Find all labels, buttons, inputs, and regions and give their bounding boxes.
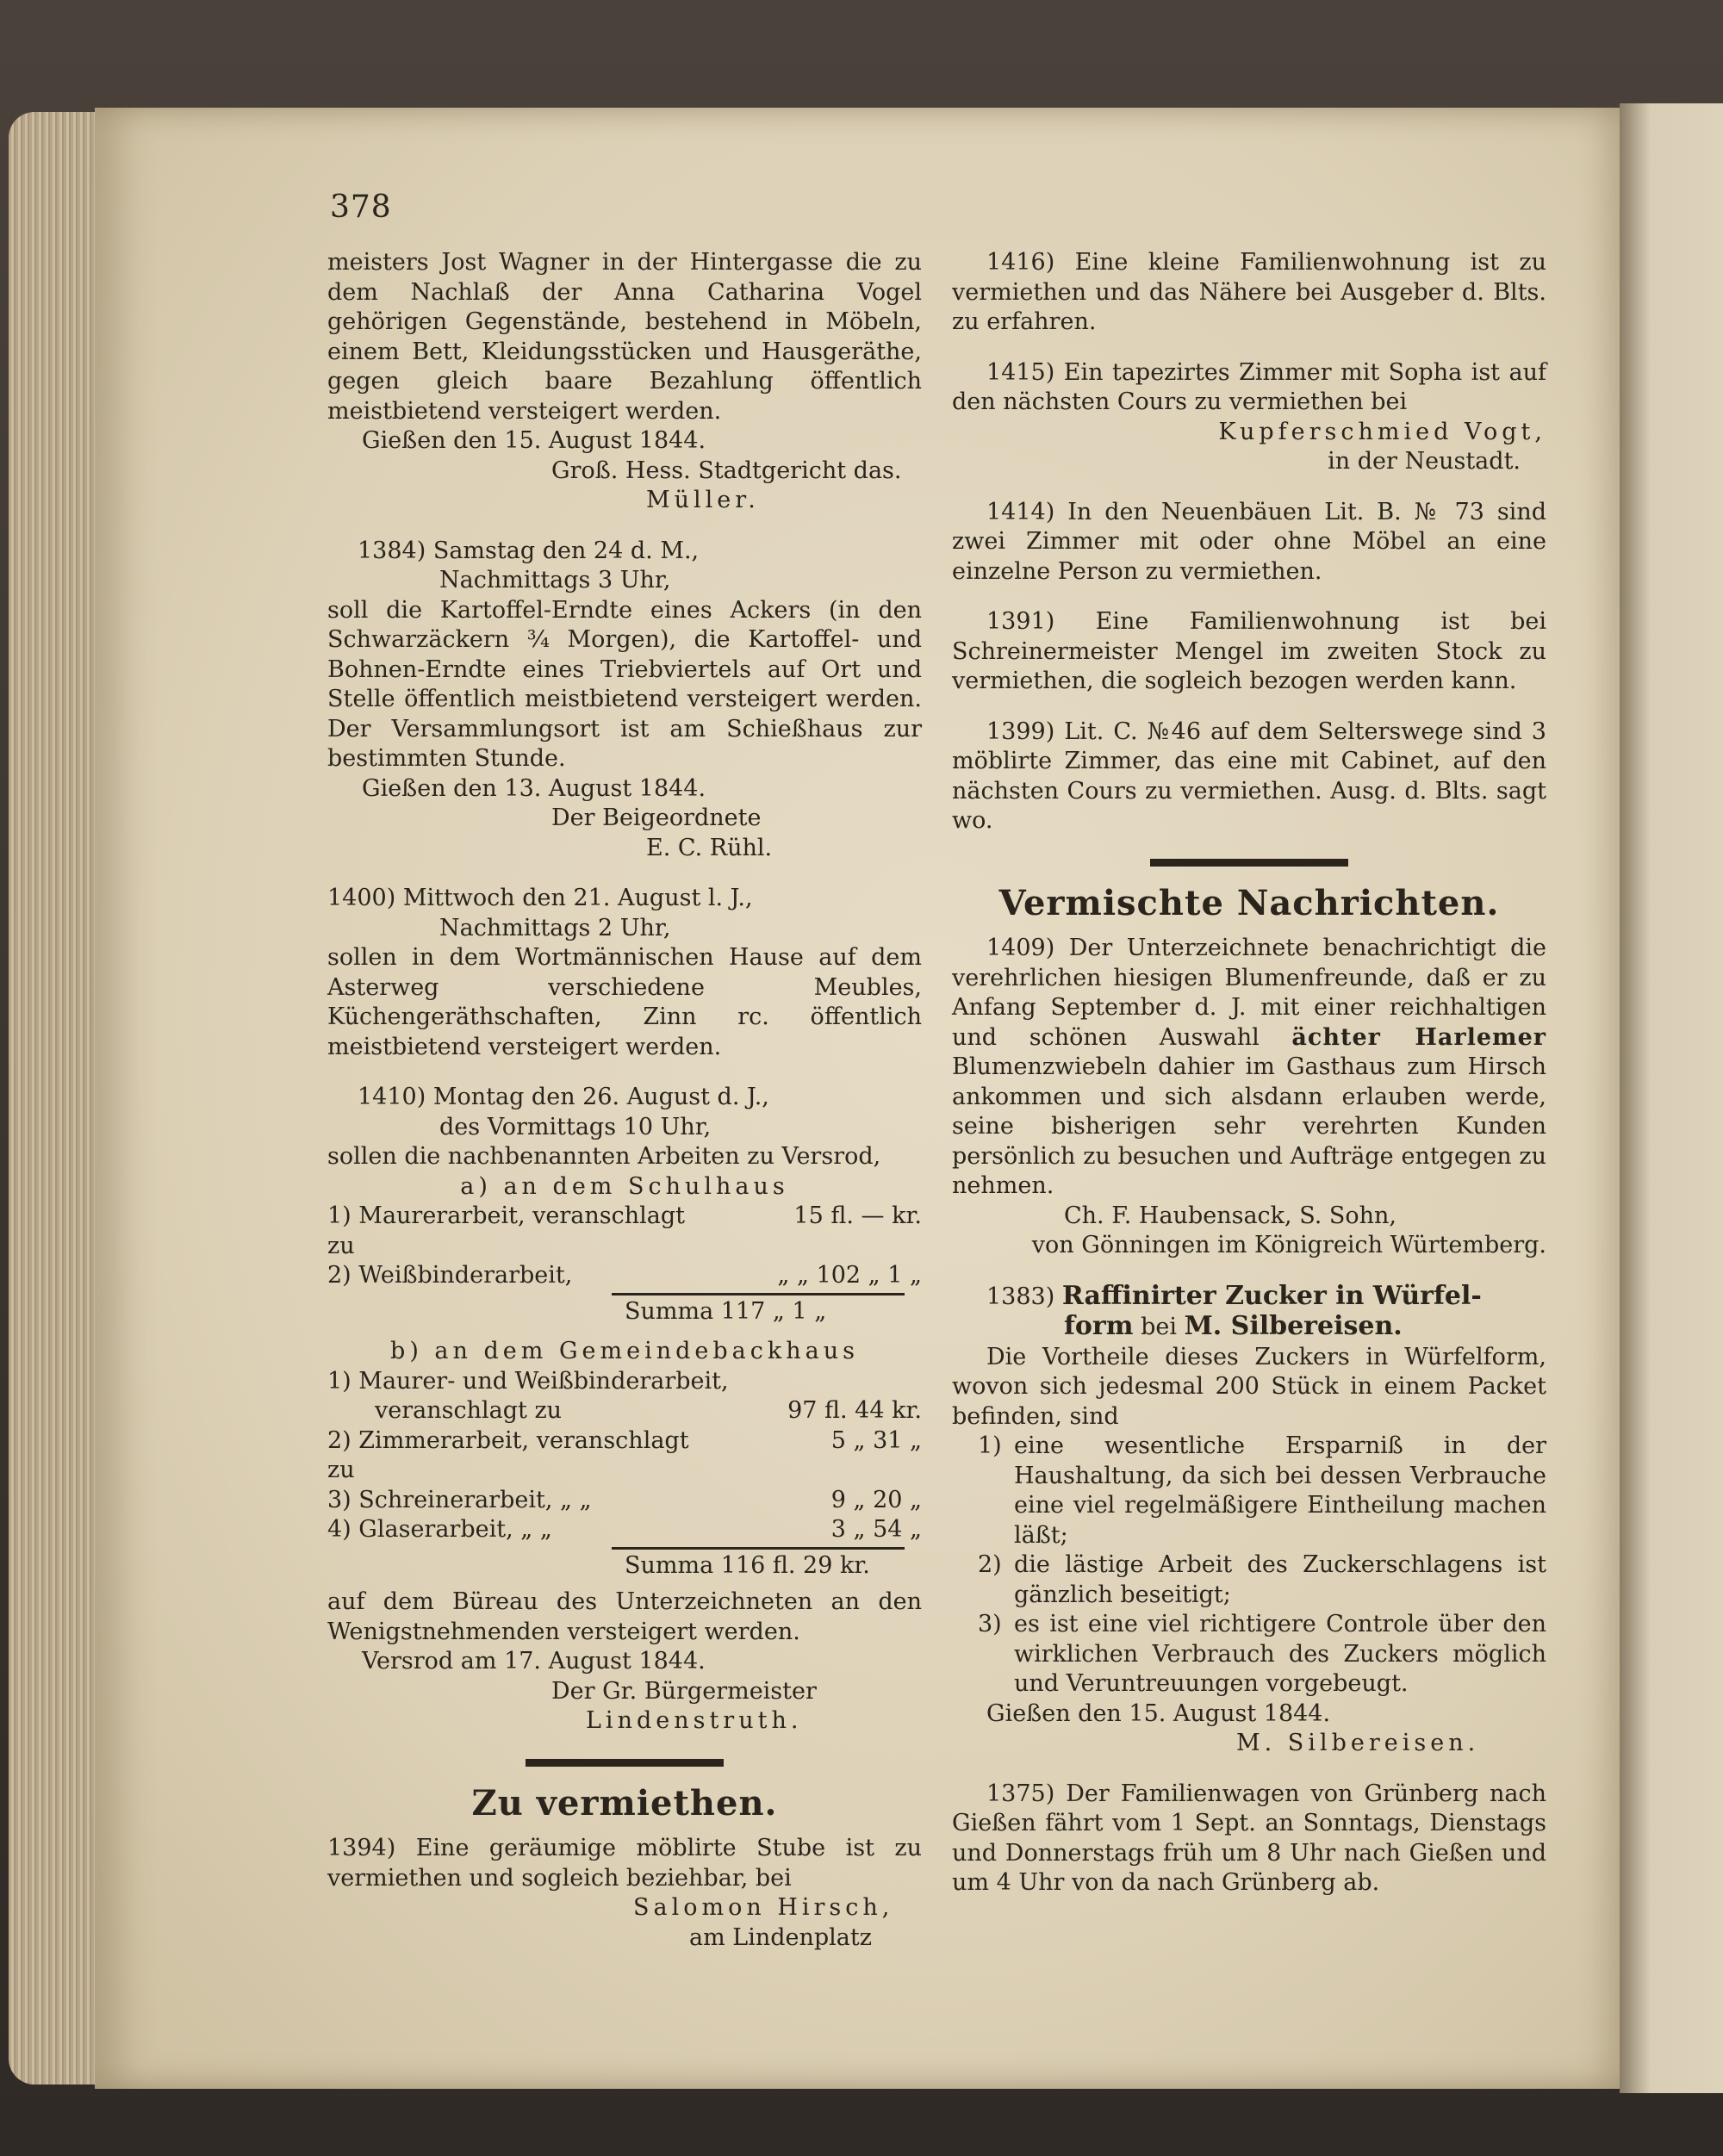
notice-text: soll die Kartoffel-Erndte eines Ackers (in den Schwarzäckern ¾ Morgen), die Kartoffel- und Bohnen-Erndte eines Triebviertels auf Ort und Stelle öffentlich meistbietend versteigert werden. Der Versammlungsort ist am Schießhaus zur bestimmten Stunde. xyxy=(327,596,922,772)
notice-heading-time: Nachmittags 3 Uhr, xyxy=(439,567,671,593)
list-text: es ist eine viel richtigere Controle über den wirklichen Verbrauch des Zuckers möglich und Veruntreuungen vorgebeugt. xyxy=(1014,1611,1546,1697)
notice-signature-address: von Gönningen im Königreich Würtemberg. xyxy=(1031,1232,1546,1258)
notice-1399 xyxy=(952,718,1546,836)
notice-signature-address: in der Neustadt. xyxy=(1328,448,1521,475)
notice-signature-name: Lindenstruth. xyxy=(586,1707,803,1734)
notice-text: 1416) Eine kleine Familienwohnung ist zu vermiethen und das Nähere bei Ausgeber d. Blts. zu erfahren. xyxy=(952,249,1546,335)
notice-heading: 1384) Samstag den 24 d. M., xyxy=(358,537,700,564)
notice-text: sollen in dem Wortmännischen Hause auf dem Asterweg verschiedene Meubles, Küchengeräthschaften, Zinn rc. öffentlich meistbietend versteigert werden. xyxy=(327,944,922,1060)
cost-label: 1) Maurerarbeit, veranschlagt zu xyxy=(327,1202,685,1259)
cost-row xyxy=(327,1515,922,1545)
notice-signature-name: M. Silbereisen. xyxy=(1236,1730,1480,1756)
notice-1400 xyxy=(327,884,922,1062)
cost-amount: 3 „ 54 „ xyxy=(830,1516,922,1543)
cost-amount: „ „ 102 „ 1 „ xyxy=(777,1262,922,1289)
list-number: 2) xyxy=(978,1551,1002,1578)
notice-text: 1399) Lit. C. №46 auf dem Selterswege sind 3 möblirte Zimmer, das eine mit Cabinet, auf den nächsten Cours zu vermiethen. Ausg. d. Blts. sagt wo. xyxy=(952,718,1546,834)
notice-1416 xyxy=(952,248,1546,338)
cost-amount: 5 „ 31 „ xyxy=(830,1426,922,1454)
notice-text: 1414) In den Neuenbäuen Lit. B. № 73 sind zwei Zimmer mit oder ohne Möbel an eine einzelne Person zu vermiethen. xyxy=(952,498,1546,585)
notice-1415 xyxy=(952,358,1546,477)
page-number: 378 xyxy=(330,190,392,225)
sum-rule xyxy=(612,1293,905,1295)
cost-label: 2) Weißbinderarbeit, xyxy=(327,1262,573,1289)
list-number: 1) xyxy=(978,1432,1002,1459)
notice-highlight: ächter Harlemer xyxy=(1291,1023,1546,1051)
notice-date: Versrod am 17. August 1844. xyxy=(362,1648,706,1674)
notice-1375 xyxy=(952,1780,1546,1898)
notice-text: meisters Jost Wagner in der Hintergasse die zu dem Nachlaß der Anna Catharina Vogel gehörigen Gegenstände, bestehend in Möbeln, einem Bett, Kleidungsstücken und Hausgeräthe, gegen gleich baare Bezahlung öffentlich meistbietend versteigert werden. xyxy=(327,249,922,425)
notice-date: Gießen den 15. August 1844. xyxy=(362,427,706,454)
cost-label: veranschlagt zu xyxy=(375,1397,563,1424)
notice-signature-office: Groß. Hess. Stadtgericht das. xyxy=(551,457,902,484)
list-item xyxy=(952,1550,1546,1610)
cost-row xyxy=(327,1261,922,1291)
notice-signature-name: Müller. xyxy=(646,487,760,513)
cost-row xyxy=(327,1396,922,1426)
cost-row xyxy=(327,1202,922,1261)
cost-sum: Summa 117 „ 1 „ xyxy=(625,1297,827,1325)
notice-estate-auction xyxy=(327,248,922,516)
notice-1383 xyxy=(952,1282,1546,1759)
notice-heading: 1400) Mittwoch den 21. August l. J., xyxy=(327,885,753,911)
notice-signature-name: Ch. F. Haubensack, S. Sohn, xyxy=(1064,1202,1397,1229)
section-divider xyxy=(1150,859,1348,867)
notice-signature-office: Der Beigeordnete xyxy=(551,805,762,831)
notice-signature-address: am Lindenplatz xyxy=(689,1923,872,1951)
notice-signature-office: Der Gr. Bürgermeister xyxy=(551,1677,817,1705)
notice-1409 xyxy=(952,934,1546,1261)
cost-amount: 15 fl. — kr. xyxy=(793,1202,922,1229)
notice-signature-name: Kupferschmied Vogt, xyxy=(1218,418,1546,445)
cost-label: 1) Maurer- und Weißbinderarbeit, xyxy=(327,1367,729,1395)
facing-page-edge xyxy=(1620,103,1723,2093)
notice-text: 1415) Ein tapezirtes Zimmer mit Sopha ist auf den nächsten Cours zu vermiethen bei xyxy=(952,358,1546,415)
cost-amount: 97 fl. 44 kr. xyxy=(787,1397,922,1424)
list-item xyxy=(952,1432,1546,1550)
notice-heading-time: Nachmittags 2 Uhr, xyxy=(439,914,671,941)
notice-title-line: form xyxy=(1064,1311,1134,1341)
notice-text: auf dem Büreau des Unterzeichneten an den Wenigstnehmenden versteigert werden. xyxy=(327,1588,922,1645)
notice-1391 xyxy=(952,607,1546,697)
notice-title-line: Raffinirter Zucker in Würfel- xyxy=(1061,1280,1482,1311)
subheading-bakehouse: b) an dem Gemeindebackhaus xyxy=(390,1338,859,1364)
notice-text: 1394) Eine geräumige möblirte Stube ist zu vermiethen und sogleich beziehbar, bei xyxy=(327,1835,922,1892)
cost-amount: 9 „ 20 „ xyxy=(830,1486,922,1513)
notice-date: Gießen den 15. August 1844. xyxy=(986,1699,1331,1727)
notice-number: 1383) xyxy=(986,1283,1055,1310)
notice-text: Die Vortheile dieses Zuckers in Würfelform, wovon sich jedesmal 200 Stück in einem Packet befinden, sind xyxy=(952,1343,1546,1430)
notice-text: 1375) Der Familienwagen von Grünberg nach Gießen fährt vom 1 Sept. an Sonntags, Dienstags und Donnerstags früh um 8 Uhr nach Gießen und um 4 Uhr von da nach Grünberg ab. xyxy=(952,1780,1546,1896)
notice-heading-time: des Vormittags 10 Uhr, xyxy=(439,1113,712,1140)
right-column xyxy=(952,248,1546,1919)
notice-signature-name: E. C. Rühl. xyxy=(646,834,773,861)
list-text: die lästige Arbeit des Zuckerschlagens ist gänzlich beseitigt; xyxy=(1014,1551,1546,1608)
notice-1414 xyxy=(952,498,1546,587)
cost-label: 2) Zimmerarbeit, veranschlagt zu xyxy=(327,1426,689,1483)
cost-row xyxy=(327,1486,922,1516)
notice-heading: 1410) Montag den 26. August d. J., xyxy=(358,1084,769,1110)
notice-text: 1391) Eine Familienwohnung ist bei Schreinermeister Mengel im zweiten Stock zu vermiethen, die sogleich bezogen werden kann. xyxy=(952,608,1546,694)
section-title-rentals: Zu vermiethen. xyxy=(471,1782,778,1824)
cost-label: 4) Glaserarbeit, „ „ xyxy=(327,1516,552,1543)
section-divider xyxy=(526,1759,724,1767)
notice-title-line: M. Silbereisen. xyxy=(1184,1311,1403,1341)
list-number: 3) xyxy=(978,1611,1002,1637)
list-text: eine wesentliche Ersparniß in der Haushaltung, da sich bei dessen Verbrauche eine viel regelmäßigere Eintheilung machen läßt; xyxy=(1014,1432,1546,1549)
notice-title-line: bei xyxy=(1141,1314,1177,1340)
notice-signature-name: Salomon Hirsch, xyxy=(633,1894,894,1921)
notice-date: Gießen den 13. August 1844. xyxy=(362,774,706,802)
list-item xyxy=(952,1610,1546,1699)
cost-sum: Summa 116 fl. 29 kr. xyxy=(625,1551,870,1579)
subheading-schoolhouse: a) an dem Schulhaus xyxy=(460,1172,789,1200)
notice-text-part: 1409) Der Unterzeichnete benachrichtigt die verehrlichen hiesigen Blumenfreunde, daß er zu Anfang September d. J. mit einer reichhaltigen und schönen Auswahl xyxy=(952,935,1546,1051)
notice-1394 xyxy=(327,1834,922,1953)
notice-text-part: Blumenzwiebeln dahier im Gasthaus zum Hirsch ankommen und sich alsdann erlauben werde, seine bisherigen sehr verehrten Kunden persönlich zu besuchen und Aufträge entgegen zu nehmen. xyxy=(952,1053,1546,1199)
sum-rule xyxy=(612,1547,905,1550)
notice-1410 xyxy=(327,1083,922,1737)
section-title-miscellaneous: Vermischte Nachrichten. xyxy=(998,882,1500,923)
notice-title xyxy=(952,1282,1546,1313)
notice-title xyxy=(952,1312,1546,1343)
cost-label: 3) Schreinerarbeit, „ „ xyxy=(327,1486,592,1513)
notice-text xyxy=(952,934,1546,1202)
notice-intro: sollen die nachbenannten Arbeiten zu Versrod, xyxy=(327,1143,881,1170)
notice-1384 xyxy=(327,537,922,864)
cost-row xyxy=(327,1426,922,1486)
left-column xyxy=(327,248,922,1973)
